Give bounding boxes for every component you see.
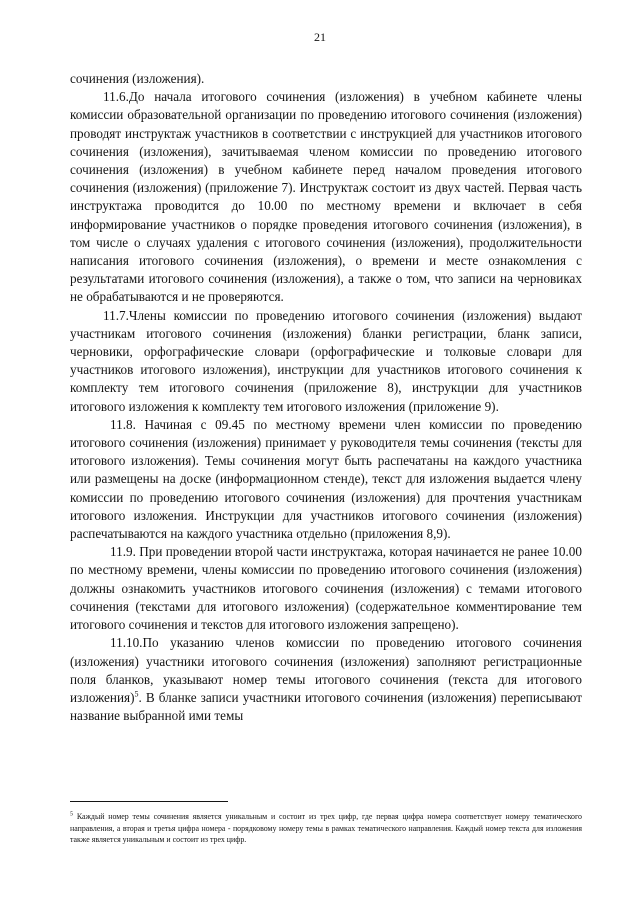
paragraph-11-9: 11.9. При проведении второй части инструктажа, которая начинается не ранее 10.00 по местному времени, члены комиссии по проведению итогового сочинения (изложения) должны ознакомить участников итогового сочинения (изложения) с темами итогового сочинения (текстами для итогового изложения) (содержательное комментирование тем итогового сочинения и текстов для итогового изложения запрещено). bbox=[70, 544, 582, 633]
paragraph-11-10-part-1: 11.10.По указанию членов комиссии по проведению итогового сочинения (изложения) участники итогового сочинения (изложения) заполняют регистрационные поля бланков, указывают номер темы итогового сочинения (текста для итогового изложения) bbox=[70, 635, 582, 705]
footnote-divider bbox=[70, 801, 228, 802]
page-number: 21 bbox=[314, 30, 326, 44]
paragraph-11-10-part-2: . В бланке записи участники итогового сочинения (изложения) переписывают название выбранной ими темы bbox=[70, 689, 582, 724]
footnote-reference: 5 bbox=[134, 689, 139, 699]
document-body bbox=[70, 70, 582, 725]
footnote-marker: 5 bbox=[70, 811, 73, 818]
paragraph-11-8: 11.8. Начиная с 09.45 по местному времени член комиссии по проведению итогового сочинения (изложения) принимает у руководителя темы сочинения (тексты для итогового изложения). Темы сочинения могут быть распечатаны на каждого участника или размещены на доске (информационном стенде), текст для изложения выдается члену комиссии по проведению итогового сочинения (изложения) для прочтения участникам итогового изложения. Инструкции для участников итогового сочинения (изложения) распечатываются на каждого участника отдельно (приложения 8,9). bbox=[70, 416, 582, 542]
footnote bbox=[70, 811, 582, 846]
paragraph-11-10 bbox=[70, 634, 582, 725]
paragraph-11-6: 11.6.До начала итогового сочинения (изложения) в учебном кабинете члены комиссии образовательной организации по проведению итогового сочинения (изложения) проводят инструктаж участников в соответствии с инструкцией для участников итогового сочинения (изложения), зачитываемая членом комиссии по проведению итогового сочинения (изложения) в учебном кабинете перед началом проведения итогового сочинения (изложения) (приложение 7). Инструктаж состоит из двух частей. Первая часть инструктажа проводится до 10.00 по местному времени и включает в себя информирование участников о порядке проведения итогового сочинения (изложения), в том числе о случаях удаления с итогового сочинения (изложения), продолжительности написания итогового сочинения (изложения), о времени и месте ознакомления с результатами итогового сочинения (изложения), а также о том, что записи на черновиках не обрабатываются и не проверяются. bbox=[70, 89, 582, 305]
footnote-text: Каждый номер темы сочинения является уникальным и состоит из трех цифр, где первая цифра номера соответствует номеру тематического направления, а вторая и третья цифра номера - порядковому номеру темы в рамках тематического направления. Каждый номер текста для изложения также является уникальным и состоит из трех цифр. bbox=[70, 812, 582, 845]
paragraph-11-7: 11.7.Члены комиссии по проведению итогового сочинения (изложения) выдают участникам итогового сочинения (изложения) бланки регистрации, бланк записи, черновики, орфографические словари (орфографические и толковые словари для участников итогового изложения), инструкции для участников итогового сочинения к комплекту тем итогового сочинения (приложение 8), инструкции для участников итогового изложения к комплекту тем итогового изложения (приложение 9). bbox=[70, 307, 582, 414]
paragraph-continuation: сочинения (изложения). bbox=[70, 71, 205, 86]
